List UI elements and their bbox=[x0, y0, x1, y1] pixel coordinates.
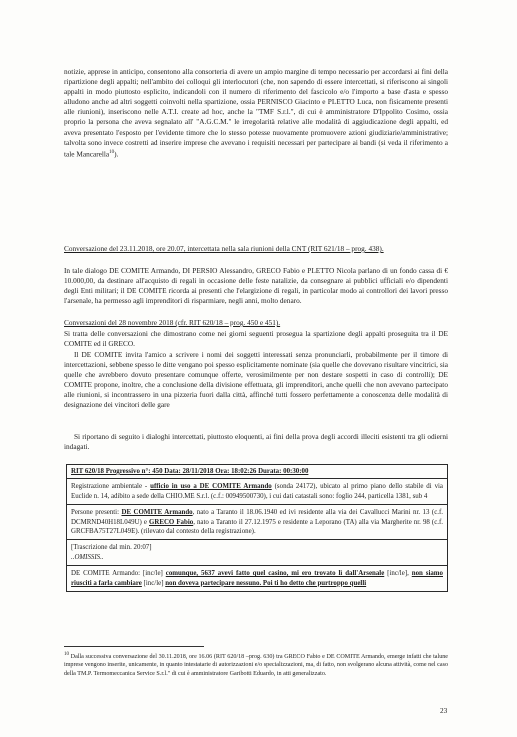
dialogue-inc-1: [inc/le], bbox=[384, 570, 412, 578]
paragraph-intro-text: notizie, apprese in anticipo, consentono alla consorteria di avere un ampio margine di tempo necessario per accordarsi ai fini della ripartizione degli appalti; nell'ambito dei colloqui gli interlocutori (che, non sapendo di essere intercettati, si riferiscono ai singoli appalti in modo piuttosto esplicito, indicandoli con il numero di riferimento del fascicolo e/o l'importo a base d'asta e spesso alludono anche ad altri soggetti coinvolti nella spartizione, ossia PERNISCO Giacinto e PLETTO Luca, non fisicamente presenti alle riunioni), inseriscono nelle A.T.I. create ad hoc, anche la "TMF S.r.l.", di cui è amministratore D'Ippolito Cosimo, ossia proprio la persona che aveva segnalato all' "A.G.C.M." le irregolarità relative alle modalità di aggiudicazione degli appalti, ed aveva presentato l'esposto per l'evidente timore che lo stesso potesse nuovamente promuovere azioni giudiziarie/amministrative; talvolta sono invece costretti ad inserire imprese che avevano i requisiti necessari per partecipare ai bandi (si veda il riferimento a tale Mancarella bbox=[64, 67, 448, 159]
transcription-start: [Trascrizione dal min. 20:07] bbox=[71, 544, 152, 552]
dialogue-quote-2: non siamo riusciti a farla cambiare bbox=[71, 570, 443, 587]
dialogue-section bbox=[67, 566, 447, 591]
footnote-divider bbox=[64, 646, 204, 647]
registration-location: ufficio in uso a DE COMITE Armando bbox=[150, 483, 272, 491]
person-name-greco: GRECO Fabio bbox=[149, 518, 194, 526]
footnote-reference: 10 bbox=[109, 149, 115, 155]
paragraph-invito: Il DE COMITE invita l'amico a scrivere i nomi dei soggetti interessati senza pronunciarli, probabilmente per il timore di intercettazioni, sebbene spesso le ditte vengano poi spesso esplicitamente nominate (sia quelle che dovevano risultare vincitrici, sia quelle che avrebbero dovuto presentare comunque offerte, verosimilmente per non destare sospetti in caso di controlli); DE COMITE propone, inoltre, che a conclusione della divisione effettuata, gli imprenditori, anche quelli che non avevano partecipato alle riunioni, si incontrassero in una pizzeria fuori dalla città, affinché tutti fossero perfettamente a conoscenza delle modalità di designazione dei vincitori delle gare bbox=[64, 350, 448, 410]
dialogue-quote-3: non doveva partecipare nessuno. Poi ti ho detto che purtroppo quelli bbox=[165, 579, 367, 587]
persons-label: Persone presenti: bbox=[71, 509, 122, 517]
interception-header: RIT 620/18 Progressivo n°: 450 Data: 28/11/2018 Ora: 18:02:26 Durata: 00:30:00 bbox=[67, 465, 447, 479]
paragraph-intro bbox=[64, 67, 448, 159]
person-name-de-comite: DE COMITE Armando bbox=[121, 509, 193, 517]
dialogue-speaker: DE COMITE Armando: [inc/le] bbox=[71, 570, 166, 578]
person-details-de-comite: , nato a Taranto il 18.06.1940 ed ivi residente alla via dei Cavallucci Marini nr. 13 (c.f. DCMRND40H18L049U) e bbox=[71, 509, 443, 526]
paragraph-dialoghi: Si riportano di seguito i dialoghi intercettati, piuttosto eloquenti, ai fini della prova degli accordi illeciti esistenti tra gli odierni indagati. bbox=[64, 432, 448, 452]
persons-section bbox=[67, 505, 447, 540]
footnote-number: 10 bbox=[64, 652, 69, 657]
footnote-10 bbox=[64, 651, 448, 678]
registration-section bbox=[67, 479, 447, 505]
dialogue-quote-1: comunque, 5637 avevi fatto quel casino, mi ero trovato lì dall'Arsenale bbox=[165, 570, 385, 578]
paragraph-spartizione: Si tratta delle conversazioni che dimostrano come nei giorni seguenti prosegua la spartizione degli appalti proseguita tra il DE COMITE ed il GRECO. bbox=[64, 329, 448, 349]
person-details-greco: , nato a Taranto il 27.12.1975 e residente a Leporano (TA) alla via Margherite nr. 98 (c.f. GRCFBA75T27L049E). (rilevato dal contesto della registrazione). bbox=[71, 518, 444, 536]
dialogue-inc-2: [inc/le] bbox=[141, 579, 166, 587]
page-number: 23 bbox=[440, 706, 448, 715]
transcription-section bbox=[67, 540, 447, 566]
paragraph-intro-end: ). bbox=[114, 149, 119, 159]
interception-box bbox=[66, 464, 448, 592]
section-heading-28-11: Conversazioni del 28 novembre 2018 (cfr. RIT 620/18 – prog. 450 e 451). bbox=[64, 318, 281, 327]
section-heading-23-11: Conversazione del 23.11.2018, ore 20.07, intercettata nella sala riunioni della CNT (RIT 621/18 – prog. 438). bbox=[64, 244, 384, 253]
registration-label: Registrazione ambientale - bbox=[71, 483, 151, 491]
footnote-text: Dalla successiva conversazione del 30.11.2018, ore 16.06 (RIT 620/18 –prog. 630) tra GRECO Fabio e DE COMITE Armando, emerge infatti che talune imprese vengono inserite, unicamente, in quanto intestatarie di autorizzazioni e/o specializzazioni, ma, di fatto, non svolgerano alcuna attività, come nel caso della TM.P. Termomeccanica Service S.r.l." di cui è amministratore Garibotti Eduardo, in atti generalizzato. bbox=[64, 654, 448, 677]
omissis-marker: ..OMISSIS.. bbox=[71, 553, 104, 561]
registration-details: (sonda 24172), ubicato al primo piano dello stabile di via Euclide n. 14, adibito a sede della CHIO.ME S.r.l. (c.f.: 00949500730), i cui dati catastali sono: foglio 244, particella 1381, sub 4 bbox=[71, 483, 443, 500]
paragraph-fondo-cassa: In tale dialogo DE COMITE Armando, DI PERSIO Alessandro, GRECO Fabio e PLETTO Nicola parlano di un fondo cassa di € 10.000,00, da destinare all'acquisto di regali in occasione delle feste natalizie, da consegnare ai pubblici ufficiali e/o dipendenti degli Enti militari; il DE COMITE ricorda ai presenti che l'elargizione di regali, in particolar modo ai controllori dei lavori presso l'arsenale, ha permesso agli imprenditori di risparmiare, negli anni, molto denaro. bbox=[64, 266, 448, 306]
